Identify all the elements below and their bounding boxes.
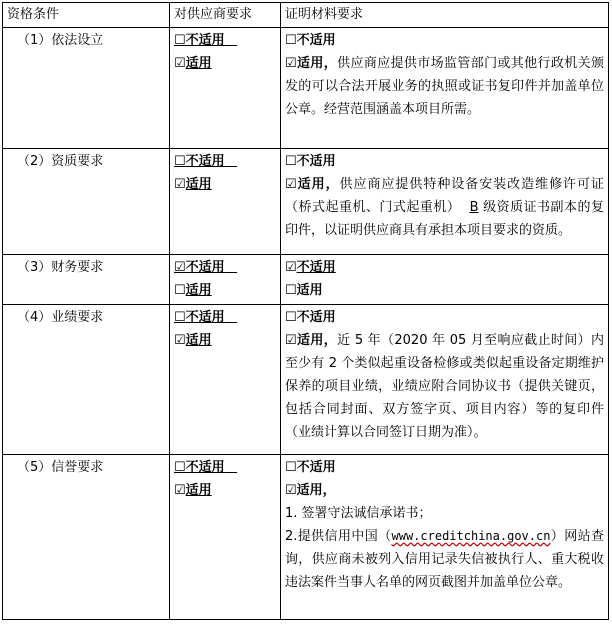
- option-applicable[interactable]: ☑适用: [174, 333, 212, 348]
- evidence-cell: [281, 255, 609, 305]
- evidence-option-applicable[interactable]: ☑适用，: [285, 483, 336, 498]
- header-supplier-requirement: 对供应商要求: [170, 3, 281, 28]
- supplier-options-cell: [170, 455, 281, 620]
- checkbox-unchecked-icon: ☐: [174, 460, 186, 475]
- condition-cell: （1）依法设立: [3, 28, 170, 149]
- evidence-option-not-applicable[interactable]: ☑不适用: [285, 260, 336, 275]
- evidence-option-not-applicable[interactable]: ☐不适用: [285, 310, 336, 325]
- evidence-cell: [281, 28, 609, 149]
- option-not-applicable[interactable]: ☐不适用: [174, 33, 225, 48]
- checkbox-checked-icon: ☑: [174, 177, 186, 192]
- condition-cell: （3）财务要求: [3, 255, 170, 305]
- table-header-row: [3, 3, 609, 28]
- evidence-item-1: 1. 签署守法诚信承诺书；: [285, 506, 432, 521]
- checkbox-unchecked-icon: ☐: [174, 33, 186, 48]
- evidence-option-not-applicable[interactable]: ☐不适用: [285, 154, 336, 169]
- option-applicable[interactable]: ☑适用: [174, 56, 212, 71]
- condition-cell: （5）信誉要求: [3, 455, 170, 620]
- checkbox-unchecked-icon: ☐: [174, 310, 186, 325]
- supplier-options-cell: [170, 149, 281, 255]
- condition-cell: （2）资质要求: [3, 149, 170, 255]
- checkbox-checked-icon: ☑: [285, 483, 297, 498]
- option-not-applicable[interactable]: ☐不适用: [174, 460, 225, 475]
- condition-cell: （4）业绩要求: [3, 305, 170, 455]
- checkbox-unchecked-icon: ☐: [285, 33, 297, 48]
- checkbox-checked-icon: ☑: [285, 260, 297, 275]
- checkbox-unchecked-icon: ☐: [285, 460, 297, 475]
- table-row: [3, 28, 609, 149]
- table-row: [3, 305, 609, 455]
- evidence-cell: [281, 455, 609, 620]
- checkbox-unchecked-icon: ☐: [285, 154, 297, 169]
- evidence-cell: [281, 149, 609, 255]
- evidence-option-applicable[interactable]: ☐适用: [285, 283, 323, 298]
- checkbox-checked-icon: ☑: [174, 260, 186, 275]
- evidence-cell: [281, 305, 609, 455]
- creditchina-link[interactable]: www.creditchina.gov.cn: [391, 529, 551, 543]
- checkbox-unchecked-icon: ☐: [285, 310, 297, 325]
- checkbox-checked-icon: ☑: [174, 483, 186, 498]
- evidence-text: ☑适用，供应商应提供市场监管部门或其他行政机关颁发的可以合法开展业务的执照或证书复印件并加盖单位公章。经营范围涵盖本项目所需。: [285, 56, 604, 117]
- table-row: [3, 255, 609, 305]
- evidence-option-not-applicable[interactable]: ☐不适用: [285, 33, 336, 48]
- checkbox-unchecked-icon: ☐: [174, 283, 186, 298]
- checkbox-unchecked-icon: ☐: [174, 154, 186, 169]
- checkbox-checked-icon: ☑: [174, 333, 186, 348]
- checkbox-checked-icon: ☑: [174, 56, 186, 71]
- evidence-item-2: 2.提供信用中国（www.creditchina.gov.cn）网站查询，供应商未被列入信用记录失信被执行人、重大税收违法案件当事人名单的网页截图并加盖单位公章。: [285, 529, 604, 590]
- option-not-applicable[interactable]: ☐不适用: [174, 310, 225, 325]
- supplier-options-cell: [170, 28, 281, 149]
- table-row: [3, 149, 609, 255]
- supplier-options-cell: [170, 305, 281, 455]
- header-evidence-requirement: 证明材料要求: [281, 3, 609, 28]
- qualification-grade-blank: B: [469, 200, 479, 215]
- option-applicable[interactable]: ☑适用: [174, 483, 212, 498]
- header-condition: 资格条件: [3, 3, 170, 28]
- option-applicable[interactable]: ☑适用: [174, 177, 212, 192]
- qualification-table: [2, 2, 609, 620]
- evidence-text: ☑适用，供应商应提供特种设备安装改造维修许可证（桥式起重机、门式起重机） B 级资质证书副本的复印件，以证明供应商具有承担本项目要求的资质。: [285, 177, 604, 238]
- evidence-option-not-applicable[interactable]: ☐不适用: [285, 460, 336, 475]
- checkbox-checked-icon: ☑: [285, 177, 297, 192]
- option-applicable[interactable]: ☐适用: [174, 283, 212, 298]
- option-not-applicable[interactable]: ☐不适用: [174, 154, 225, 169]
- evidence-text: ☑适用，近 5 年（2020 年 05 月至响应截止时间）内至少有 2 个类似起重设备检修或类似起重设备定期维护保养的项目业绩，业绩应附合同协议书（提供关键页，包括合同封面、双方签字页、项目内容）等的复印件（业绩计算以合同签订日期为准）。: [285, 333, 604, 440]
- supplier-options-cell: [170, 255, 281, 305]
- option-not-applicable[interactable]: ☑不适用: [174, 260, 225, 275]
- checkbox-checked-icon: ☑: [285, 56, 297, 71]
- table-row: [3, 455, 609, 620]
- checkbox-checked-icon: ☑: [285, 333, 297, 348]
- checkbox-unchecked-icon: ☐: [285, 283, 297, 298]
